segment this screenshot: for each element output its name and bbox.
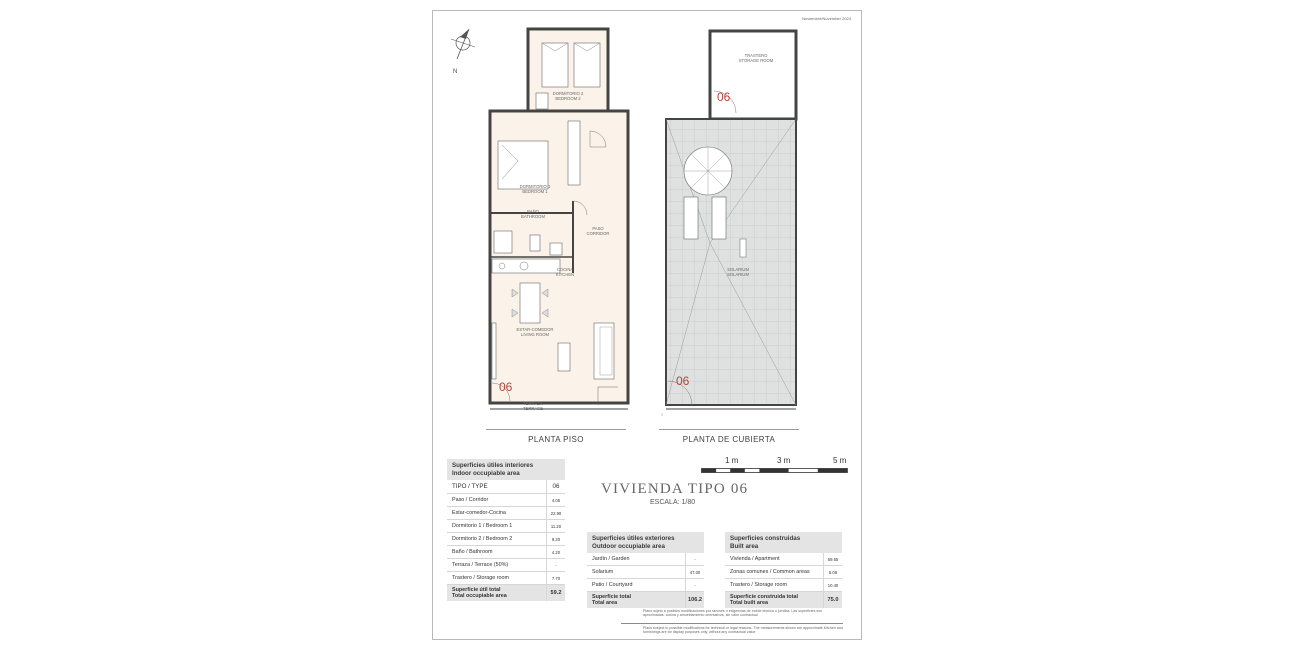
built-area-table (725, 532, 842, 608)
floor-plan-title: PLANTA PISO (528, 435, 584, 444)
table-row: Dormitorio 2 / Bedroom 2 9.20 (447, 533, 565, 546)
room-label-storage: TRASTERO STORAGE ROOM (738, 53, 774, 63)
table-row: Terraza / Terrace (50%) - (447, 559, 565, 572)
roof-plan-drawing (658, 21, 818, 416)
outdoor-table-header: Superficies útiles exteriores Outdoor occupiable area (587, 532, 704, 553)
roof-plan-title: PLANTA DE CUBIERTA (682, 435, 776, 444)
room-label-bedroom1: DORMITORIO 1 BEDROOM 1 (519, 184, 551, 194)
table-row: Trastero / Storage room 7.70 (447, 572, 565, 585)
room-label-bathroom: BAÑO BATHROOM (521, 209, 545, 219)
scale-tick-3m: 3 m (777, 456, 791, 465)
built-table-header: Superficies construidas Built area (725, 532, 842, 553)
date-label: Noviembre/November 2024 (802, 16, 851, 21)
indoor-total-row: Superficie útil total Total occupiable area 59.2 (447, 585, 565, 602)
table-row: Solarium 47.00 (587, 566, 704, 579)
room-label-bedroom2: DORMITORIO 2 BEDROOM 2 (552, 91, 584, 101)
unit-number-storage: 06 (717, 90, 731, 104)
table-row: Vivienda / Apartment 59.55 (725, 553, 842, 566)
table-row: Jardín / Garden - (587, 553, 704, 566)
outdoor-total-row: Superficie total Total area 106.2 (587, 592, 704, 609)
built-total-row: Superficie construida total Total built area 75.0 (725, 592, 842, 609)
scale-label: ESCALA: 1/80 (650, 499, 696, 506)
scale-tick-1m: 1 m (725, 456, 739, 465)
indoor-area-table (447, 459, 565, 601)
note-english: Plans subject to possible modifications for technical or legal reasons. The measurements shown are approximate.Kitchen and furnishings are for display purposes only, without any contractual value (643, 626, 843, 635)
table-row: Baño / Bathroom 4.20 (447, 546, 565, 559)
table-row: Zonas comunes / Common areas 5.06 (725, 566, 842, 579)
compass-letter: N (453, 69, 458, 75)
room-label-kitchen: COCINA KITCHEN (555, 267, 575, 277)
indoor-table-header: Superficies útiles interiores Indoor occupiable area (447, 459, 565, 480)
unit-title: VIVIENDA TIPO 06 (601, 481, 749, 497)
notes-rule (621, 623, 843, 624)
room-label-living: ESTAR-COMEDOR LIVING ROOM (516, 327, 554, 337)
plan-sheet (432, 10, 862, 640)
table-row: Trastero / Storage room 10.40 (725, 579, 842, 592)
unit-number-floor: 06 (499, 380, 513, 394)
room-label-terrace: TERRAZA TERRACE (522, 401, 543, 411)
room-label-solarium: SOLARIUM SOLARIUM (727, 267, 749, 277)
floor-title-rule (486, 429, 626, 430)
compass-icon (445, 23, 481, 77)
table-row: Estar-comedor-Cocina 22.90 (447, 507, 565, 520)
roof-title-rule (659, 429, 799, 430)
indoor-type-row: TIPO / TYPE 06 (447, 480, 565, 494)
table-row: Paso / Corridor 4.05 (447, 494, 565, 507)
table-row: Patio / Courtyard - (587, 579, 704, 592)
scale-bar (701, 467, 849, 475)
outdoor-area-table (587, 532, 704, 608)
note-spanish: Plano sujeto a posibles modificaciones por razones o exigencias de índole técnica o jurídica. Las superficies son aproximadas. cocina y amueblamiento orientativos, sin valor contractual (643, 609, 823, 618)
floor-plan-drawing (478, 21, 638, 416)
scale-tick-5m: 5 m (833, 456, 847, 465)
unit-number-roof: 06 (676, 374, 690, 388)
table-row: Dormitorio 1 / Bedroom 1 11.20 (447, 520, 565, 533)
room-label-corridor: PASO CORRIDOR (586, 226, 610, 236)
